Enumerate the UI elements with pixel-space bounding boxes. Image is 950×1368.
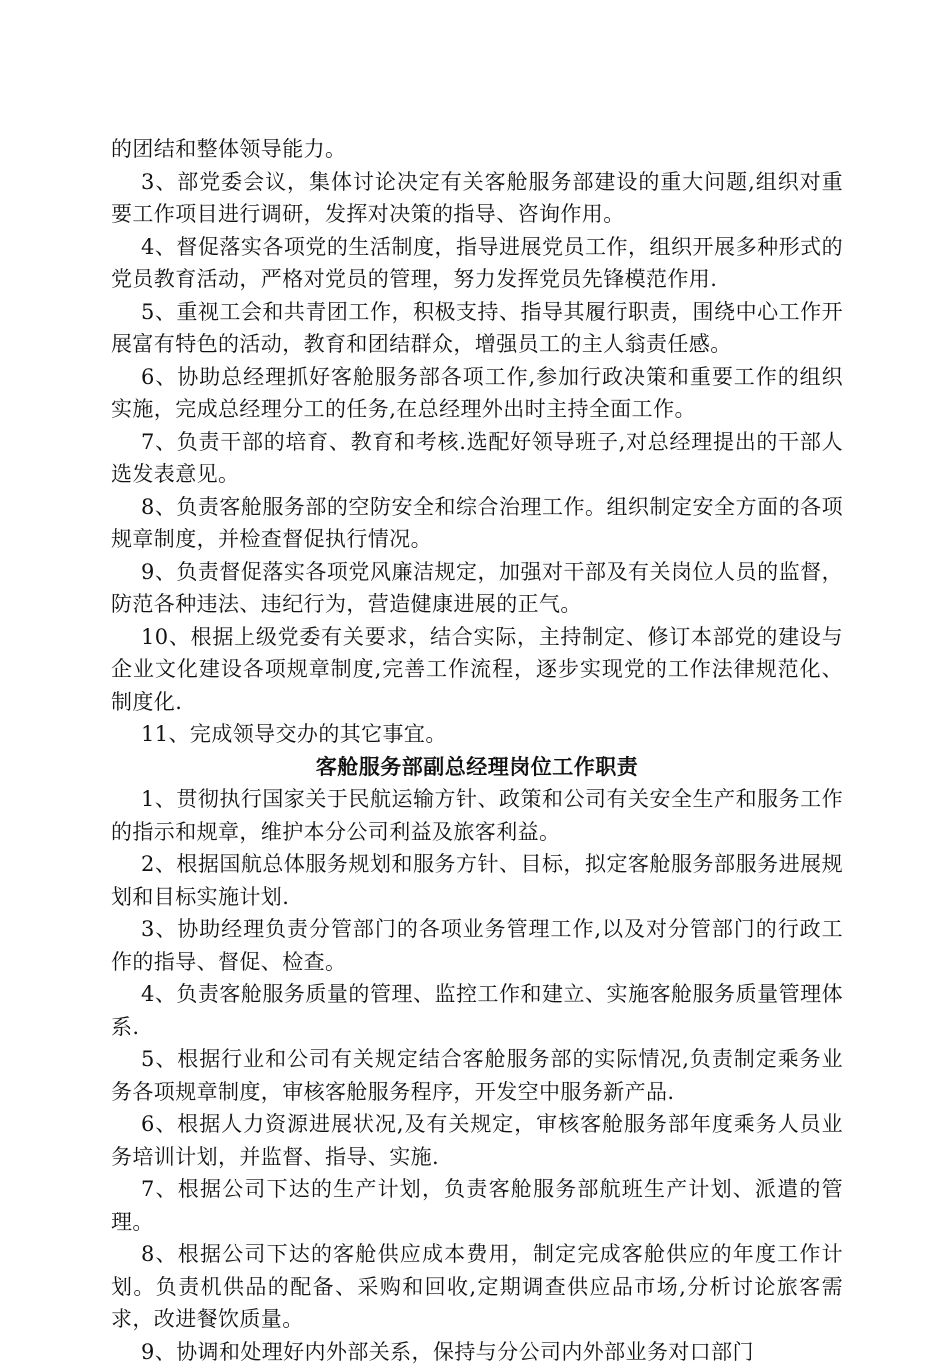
duty-item-10: 10、根据上级党委有关要求，结合实际，主持制定、修订本部党的建设与企业文化建设各项规章制度,完善工作流程，逐步实现党的工作法律规范化、制度化. (111, 621, 843, 719)
deputy-duty-item-9: 9、协调和处理好内外部关系，保持与分公司内外部业务对口部门 (111, 1336, 843, 1368)
deputy-duty-item-4: 4、负责客舱服务质量的管理、监控工作和建立、实施客舱服务质量管理体系. (111, 978, 843, 1043)
deputy-duty-item-6: 6、根据人力资源进展状况,及有关规定，审核客舱服务部年度乘务人员业务培训计划，并监督、指导、实施. (111, 1108, 843, 1173)
duty-item-9: 9、负责督促落实各项党风廉洁规定，加强对干部及有关岗位人员的监督，防范各种违法、违纪行为，营造健康进展的正气。 (111, 556, 843, 621)
deputy-duty-item-3: 3、协助经理负责分管部门的各项业务管理工作,以及对分管部门的行政工作的指导、督促、检查。 (111, 913, 843, 978)
duty-item-6: 6、协助总经理抓好客舱服务部各项工作,参加行政决策和重要工作的组织实施，完成总经理分工的任务,在总经理外出时主持全面工作。 (111, 361, 843, 426)
duty-item-5: 5、重视工会和共青团工作，积极支持、指导其履行职责，围绕中心工作开展富有特色的活动，教育和团结群众，增强员工的主人翁责任感。 (111, 296, 843, 361)
continuation-paragraph: 的团结和整体领导能力。 (111, 133, 843, 166)
deputy-duty-item-1: 1、贯彻执行国家关于民航运输方针、政策和公司有关安全生产和服务工作的指示和规章，维护本分公司利益及旅客利益。 (111, 783, 843, 848)
deputy-duty-item-7: 7、根据公司下达的生产计划，负责客舱服务部航班生产计划、派遣的管理。 (111, 1173, 843, 1238)
duty-item-4: 4、督促落实各项党的生活制度，指导进展党员工作，组织开展多种形式的党员教育活动，严格对党员的管理，努力发挥党员先锋模范作用. (111, 231, 843, 296)
duty-item-7: 7、负责干部的培育、教育和考核.选配好领导班子,对总经理提出的干部人选发表意见。 (111, 426, 843, 491)
deputy-duty-item-2: 2、根据国航总体服务规划和服务方针、目标，拟定客舱服务部服务进展规划和目标实施计划. (111, 848, 843, 913)
section-heading: 客舱服务部副总经理岗位工作职责 (111, 751, 843, 784)
deputy-duty-item-5: 5、根据行业和公司有关规定结合客舱服务部的实际情况,负责制定乘务业务各项规章制度，审核客舱服务程序，开发空中服务新产品. (111, 1043, 843, 1108)
deputy-duty-item-8: 8、根据公司下达的客舱供应成本费用，制定完成客舱供应的年度工作计划。负责机供品的配备、采购和回收,定期调查供应品市场,分析讨论旅客需求，改进餐饮质量。 (111, 1238, 843, 1336)
duty-item-11: 11、完成领导交办的其它事宜。 (111, 718, 843, 751)
duty-item-3: 3、部党委会议，集体讨论决定有关客舱服务部建设的重大问题,组织对重要工作项目进行调研，发挥对决策的指导、咨询作用。 (111, 166, 843, 231)
document-page (111, 133, 843, 1368)
duty-item-8: 8、负责客舱服务部的空防安全和综合治理工作。组织制定安全方面的各项规章制度，并检查督促执行情况。 (111, 491, 843, 556)
